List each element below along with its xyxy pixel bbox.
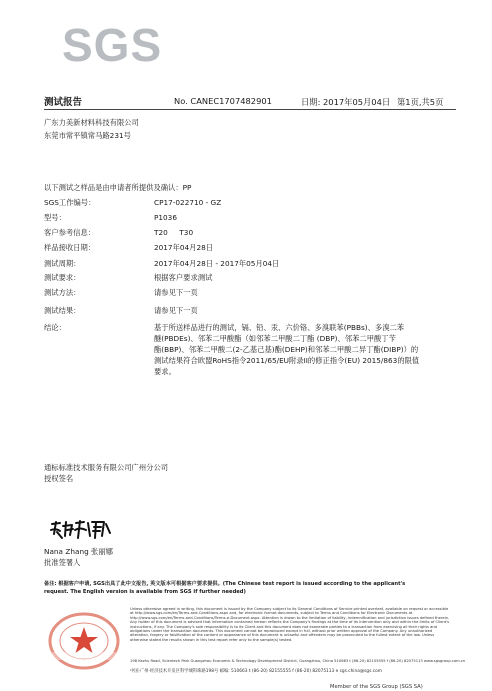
- field-label: 测试方法：: [44, 288, 81, 297]
- conclusion-line: 要求。: [154, 367, 176, 376]
- conclusion-line: 醚(PBDEs)、邻苯二甲酸酯（如邻苯二甲酸二丁酯 (DBP)、邻苯二甲酸丁苄: [154, 334, 396, 343]
- address-chinese: 中国·广州·经济技术开发区科学城科珠路198号 邮编: 510663 t (86-20) 82155555 f (86-20) 82075113 e sgs.china@sgs.com: [130, 669, 382, 674]
- sgs-logo: SGS: [62, 19, 163, 71]
- field-value: 2017年04月28日 - 2017年05月04日: [154, 259, 280, 268]
- remark-line-1: 备注: 根据客户申请, SGS出具了此中文报告, 英文版本可根据客户要求提供。(The Chinese test report is issued according to the applicant's: [44, 581, 406, 587]
- conclusion-line: 基于所送样品进行的测试，镉、铅、汞、六价铬、多溴联苯(PBBs)、多溴二苯: [154, 323, 405, 332]
- field-label: 测试结果：: [44, 306, 81, 315]
- field-value: CP17-022710 - GZ: [154, 198, 222, 207]
- handwritten-signature: [48, 518, 114, 542]
- client-address: 东莞市常平镇常马路231号: [44, 131, 131, 140]
- field-value: T20 T30: [154, 228, 194, 237]
- remark-line-2: request. The English version is available from SGS if further needed): [44, 589, 246, 595]
- field-value: 请参见下一页: [154, 306, 198, 315]
- field-label: SGS工作编号：: [44, 198, 96, 207]
- address-english: 198 Kezhu Road, Scientech Park Guangzhou Economic & Technology Development District, Guangzhou, China 510663 t (86-20) 82155555 f (86-20) 82075113 www.sgsgroup.com.cn: [130, 659, 466, 663]
- field-label: 样品接收日期：: [44, 243, 96, 252]
- field-value: 根据客户要求测试: [154, 273, 213, 282]
- report-title: 测试报告: [44, 97, 83, 108]
- field-value: P1036: [154, 213, 177, 222]
- testing-seal: [48, 612, 120, 670]
- disclaimer-text: Unless otherwise agreed in writing, this document is issued by the Company subject to its General Conditions of Service printed overleaf, available on request or accessible at http://www.sgs.com/en/Terms-and-Conditions.aspx and, for electronic format documents, subject to Terms and Conditions for Electronic Documents at http://www.sgs.com/en/Terms-and-Conditions/Terms-e-Document.aspx. Attention is drawn to the limitation of liability, indemnification and jurisdiction issues defined therein. Any holder of this document is advised that information contained hereon reflects the Company's findings at the time of its intervention only and within the limits of Client's instructions, if any. The Company's sole responsibility is to its Client and this document does not exonerate parties to a transaction from exercising all their rights and obligations under the transaction documents. This document cannot be reproduced except in full, without prior written approval of the Company. Any unauthorized alteration, forgery or falsification of the content or appearance of this document is unlawful and offenders may be prosecuted to the fullest extent of the law. Unless otherwise stated the results shown in this test report refer only to the sample(s) tested.: [130, 607, 450, 642]
- conclusion-line: 酯(BBP)、邻苯二甲酸二(2-乙基己基)酯(DEHP)和邻苯二甲酸二异丁酯(DIBP)）的: [154, 345, 419, 354]
- signatory-role: 批准签署人: [44, 558, 81, 567]
- field-label: 客户参考信息：: [44, 228, 96, 237]
- signatory-name: Nana Zhang 张丽娜: [44, 547, 113, 556]
- report-number: No. CANEC1707482901: [174, 96, 272, 106]
- field-value: 请参见下一页: [154, 288, 198, 297]
- field-label: 型号：: [44, 213, 66, 222]
- client-name: 广东力美新材料科技有限公司: [44, 118, 139, 127]
- field-value: 2017年04月28日: [154, 243, 214, 252]
- report-date: 日期: 2017年05月04日: [301, 97, 391, 107]
- page-indicator: 第1页,共5页: [397, 97, 444, 107]
- header-divider: [44, 109, 456, 110]
- issuer-company: 通标标准技术服务有限公司广州分公司: [44, 463, 169, 472]
- field-label: 测试要求：: [44, 273, 81, 282]
- authorized-signature-label: 授权签名: [44, 474, 74, 483]
- sgs-member-line: Member of the SGS Group (SGS SA): [330, 684, 423, 690]
- sample-intro: 以下测试之样品是由申请者所提供及确认：PP: [44, 183, 192, 192]
- conclusion-line: 测试结果符合欧盟RoHS指令2011/65/EU附录II的修正指令(EU) 2015/863的限值: [154, 356, 420, 365]
- field-label: 测试周期：: [44, 259, 81, 268]
- conclusion-label: 结论：: [44, 323, 66, 332]
